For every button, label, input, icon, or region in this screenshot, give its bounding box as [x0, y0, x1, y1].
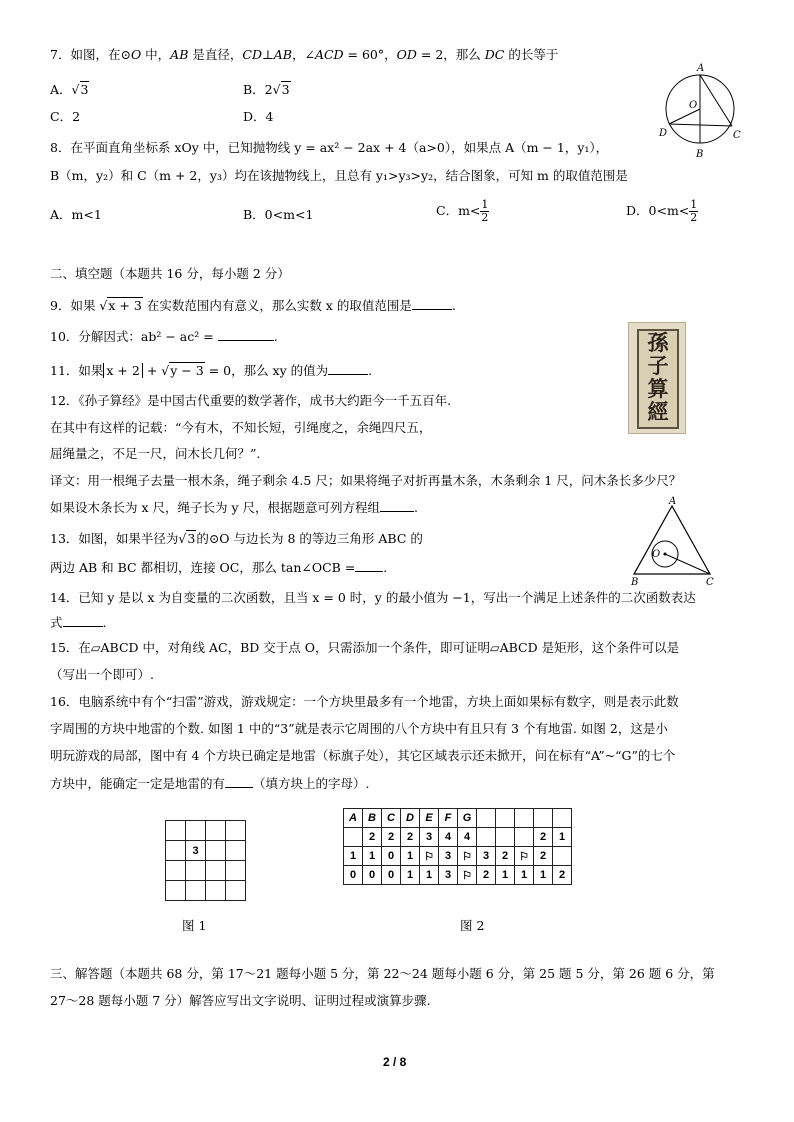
minesweeper-figure-2: A B C D E F G 2 2 2 3 4 4 2 1 1 1 0 1 ⚐ 3 ⚐ 3 2 ⚐ 2 0 0 0 1 1 3 ⚐ 2 1 1 1 2 — [343, 808, 572, 885]
q8-line1: 8．在平面直角坐标系 xOy 中，已知抛物线 y = ax² − 2ax + 4（a>0），如果点 A（m − 1，y₁）， — [50, 140, 609, 155]
q14-line2: 式 . — [50, 615, 107, 630]
q11: 11．如果 x + 2 + √y − 3 = 0，那么 xy 的值为 . — [50, 363, 373, 378]
q7-circle-figure — [655, 60, 745, 162]
label-c: C — [706, 577, 714, 586]
q12-line5: 如果设木条长为 x 尺，绳子长为 y 尺，根据题意可列方程组 . — [50, 500, 418, 515]
book-char-2: 子 — [647, 353, 669, 378]
book-char-3: 算 — [647, 376, 669, 401]
fig1-center-number: 3 — [186, 841, 206, 861]
q8-line2: B（m，y₂）和 C（m + 2，y₃）均在该抛物线上，且总有 y₁>y₃>y₂，结合图象，可知 m 的取值范围是 — [50, 168, 628, 183]
q14-line1: 14．已知 y 是以 x 为自变量的二次函数，且当 x = 0 时，y 的最小值为 −1，写出一个满足上述条件的二次函数表达 — [50, 590, 696, 605]
q7-option-c: C．2 — [50, 109, 81, 124]
q15-line2: （写出一个即可）. — [50, 667, 154, 682]
label-b: B — [696, 149, 704, 160]
figure-2-caption: 图 2 — [460, 918, 485, 933]
q7-option-d: D．4 — [243, 109, 274, 124]
triangle-abc — [634, 506, 710, 574]
q13-line1: 13．如图，如果半径为√3的⊙O 与边长为 8 的等边三角形 ABC 的 — [50, 531, 423, 546]
q15-line1: 15．在▱ABCD 中，对角线 AC，BD 交于点 O，只需添加一个条件，即可证明▱ABCD 是矩形，这个条件可以是 — [50, 640, 680, 655]
label-d: D — [659, 128, 668, 139]
flag-icon: ⚐ — [420, 847, 439, 866]
q13-line2: 两边 AB 和 BC 都相切，连接 OC，那么 tan∠OCB = . — [50, 560, 388, 575]
q13-triangle-figure — [622, 494, 722, 586]
label-b: B — [631, 577, 639, 586]
segment-od — [669, 109, 700, 124]
center-dot — [664, 553, 667, 556]
page-number: 2 / 8 — [383, 1055, 407, 1069]
section3-line1: 三、解答题（本题共 68 分，第 17～21 题每小题 5 分，第 22～24 题每小题 6 分，第 25 题 5 分，第 26 题 6 分，第 — [50, 966, 715, 981]
flag-icon: ⚐ — [515, 847, 534, 866]
q10: 10．分解因式：ab² − ac² = . — [50, 329, 278, 344]
q7-option-b: B．2√3 — [243, 82, 290, 97]
minesweeper-figure-1 — [165, 820, 246, 901]
q12-line3: 屈绳量之，不足一尺，问木长几何？”. — [50, 446, 261, 461]
q16-line3: 明玩游戏的局部，图中有 4 个方块已确定是地雷（标旗子处），其它区域表示还未掀开，问在标有“A”~“G”的七个 — [50, 748, 676, 763]
q8-option-d: D．0<m< $\frac{1}{2}$ — [626, 198, 698, 224]
q7-option-a: A．√3 — [50, 82, 89, 97]
q16-line4: 方块中，能确定一定是地雷的有 （填方块上的字母）. — [50, 776, 370, 791]
label-o: O — [652, 549, 661, 560]
q16-line1: 16．电脑系统中有个“扫雷”游戏，游戏规定：一个方块里最多有一个地雷，方块上面如果标有数字，则是表示此数 — [50, 694, 679, 709]
q9: 9．如果 √x + 3 在实数范围内有意义，那么实数 x 的取值范围是 . — [50, 298, 456, 313]
label-a: A — [669, 496, 677, 507]
q12-line4: 译文：用一根绳子去量一根木条，绳子剩余 4.5 尺；如果将绳子对折再量木条，木条剩余 1 尺，问木条长多少尺？ — [50, 473, 682, 488]
q12-line1: 12．《孙子算经》是中国古代重要的数学著作，成书大约距今一千五百年. — [50, 393, 452, 408]
q8-option-a: A．m<1 — [50, 207, 102, 222]
book-char-4: 經 — [647, 399, 669, 424]
q8-option-b: B．0<m<1 — [243, 207, 314, 222]
q16-line2: 字周围的方块中地雷的个数. 如图 1 中的“3”就是表示它周围的八个方块中有且只有 3 个有地雷. 如图 2，这是小 — [50, 721, 668, 736]
label-c: C — [733, 130, 741, 141]
figure-1-caption: 图 1 — [182, 918, 207, 933]
q8-option-c: C．m< $\frac{1}{2}$ — [436, 198, 489, 224]
q12-line2: 在其中有这样的记载：“今有木，不知长短，引绳度之，余绳四尺五， — [50, 420, 432, 435]
label-o: O — [689, 100, 698, 111]
q7-stem: 7．如图，在⊙O 中，AB 是直径，CD⊥AB，∠ACD = 60°，OD = 2，那么 DC 的长等于 — [50, 47, 559, 62]
chord-ac — [700, 75, 732, 126]
sunzi-suanjing-book-image — [628, 322, 686, 434]
label-a: A — [697, 63, 705, 74]
book-char-1: 孫 — [647, 330, 669, 355]
flag-icon: ⚐ — [458, 866, 477, 885]
section3-line2: 27～28 题每小题 7 分）解答应写出文字说明、证明过程或演算步骤. — [50, 993, 431, 1008]
flag-icon: ⚐ — [458, 847, 477, 866]
segment-oc — [665, 554, 710, 574]
section2-title: 二、填空题（本题共 16 分，每小题 2 分） — [50, 266, 290, 281]
